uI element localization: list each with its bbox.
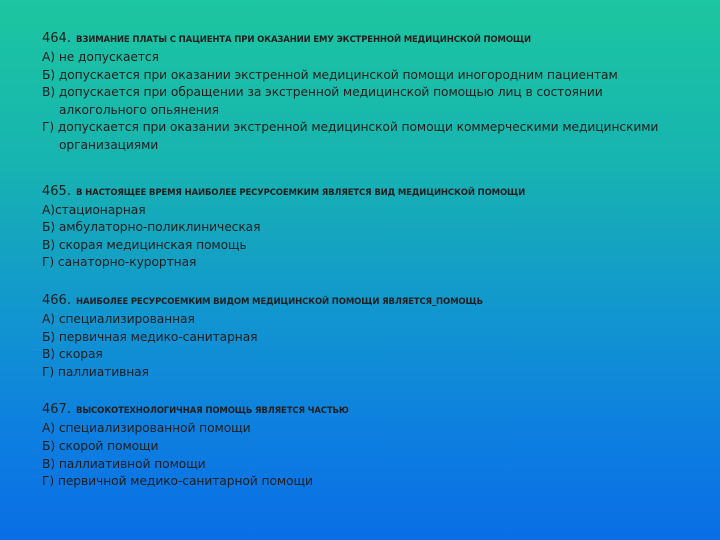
question-heading — [42, 181, 702, 202]
answer-option-g: Г) допускается при оказании экстренной медицинской помощи коммерческими медицинскими — [42, 120, 659, 135]
answer-option-v: В) скорая медицинская помощь — [42, 237, 247, 252]
question-text: ВЗИМАНИЕ ПЛАТЫ С ПАЦИЕНТА ПРИ ОКАЗАНИИ ЕМУ ЭКСТРЕННОЙ МЕДИЦИНСКОЙ ПОМОЩИ — [76, 35, 531, 45]
answer-option-v: В) допускается при обращении за экстренной медицинской помощью лиц в состоянии — [42, 85, 603, 100]
question-heading — [42, 399, 702, 420]
question-text: В НАСТОЯЩЕЕ ВРЕМЯ НАИБОЛЕЕ РЕСУРСОЕМКИМ ЯВЛЯЕТСЯ ВИД МЕДИЦИНСКОЙ ПОМОЩИ — [76, 187, 526, 198]
answer-option-g: Г) первичной медико-санитарной помощи — [42, 474, 313, 489]
answer-option-a: А) специализированной помощи — [42, 421, 251, 436]
question-466 — [42, 290, 702, 381]
answer-option-g: Г) паллиативная — [42, 364, 149, 379]
answer-option-a: А) не допускается — [42, 50, 159, 64]
question-heading — [42, 290, 702, 311]
answer-option-a: А) специализированная — [42, 311, 195, 326]
question-heading — [42, 28, 702, 49]
question-467 — [42, 399, 702, 490]
answer-option-v-continuation: алкогольного опьянения — [59, 102, 219, 117]
answer-option-b: Б) первичная медико-санитарная — [42, 329, 258, 344]
answer-option-g: Г) санаторно-курортная — [42, 255, 197, 270]
question-number: 464. — [42, 31, 71, 46]
question-text: НАИБОЛЕЕ РЕСУРСОЕМКИМ ВИДОМ МЕДИЦИНСКОЙ ПОМОЩИ ЯВЛЯЕТСЯ_ПОМОЩЬ — [76, 296, 483, 307]
answer-option-b: Б) скорой помощи — [42, 438, 159, 453]
answer-option-v: В) скорая — [42, 347, 103, 362]
answer-option-g-continuation: организациями — [59, 137, 159, 152]
answer-option-v: В) паллиативной помощи — [42, 456, 206, 471]
question-464 — [42, 28, 702, 155]
answer-option-a: А)стационарная — [42, 202, 146, 217]
question-text: ВЫСОКОТЕХНОЛОГИЧНАЯ ПОМОЩЬ ЯВЛЯЕТСЯ ЧАСТЬЮ — [76, 406, 349, 417]
answer-option-b: Б) допускается при оказании экстренной медицинской помощи иногородним пациентам — [42, 67, 618, 82]
answer-option-b: Б) амбулаторно-поликлиническая — [42, 220, 261, 235]
question-number: 467. — [42, 402, 71, 418]
question-number: 465. — [42, 183, 71, 199]
question-number: 466. — [42, 292, 71, 308]
question-465 — [42, 181, 702, 272]
slide-content — [42, 28, 702, 511]
